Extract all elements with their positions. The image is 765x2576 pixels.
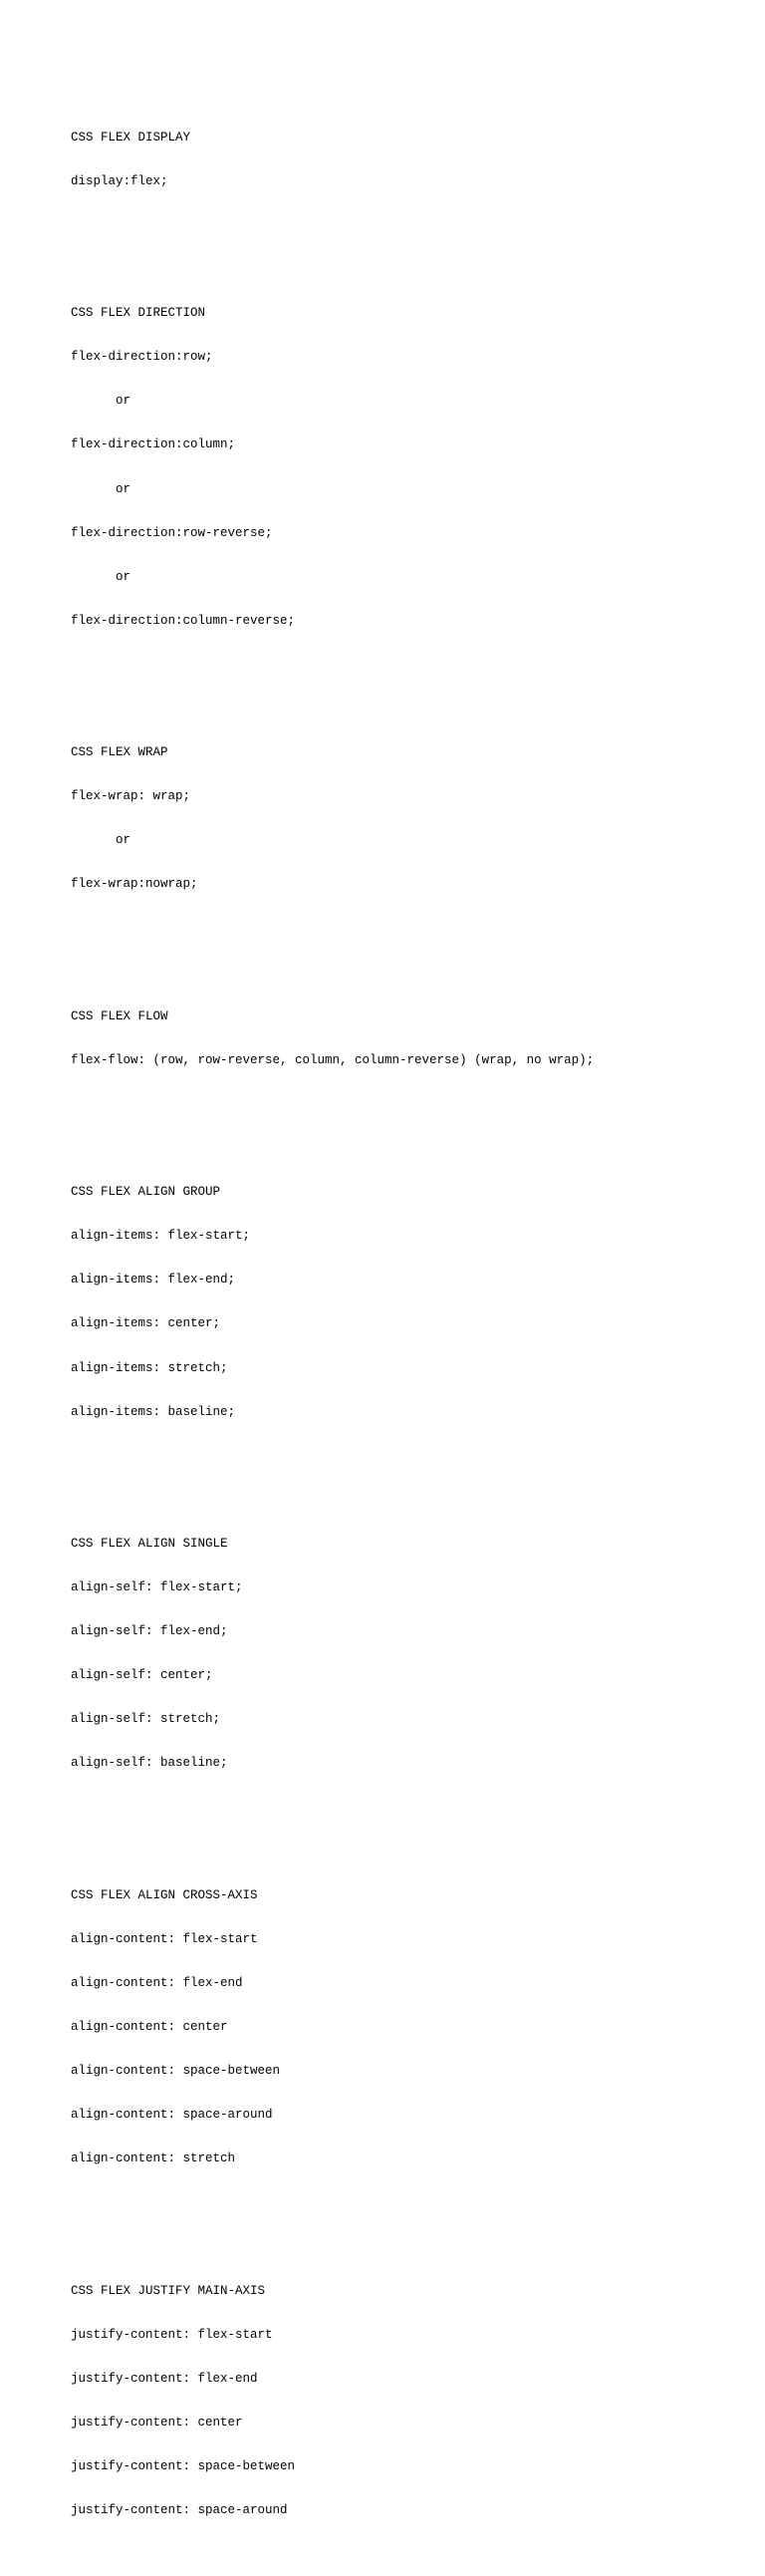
code-line: justify-content: flex-end (71, 2371, 258, 2386)
section-title: CSS FLEX DISPLAY (71, 130, 191, 144)
code-line: align-content: center (71, 2019, 228, 2034)
or-separator: or (116, 481, 131, 496)
code-line: align-content: stretch (71, 2151, 236, 2166)
code-line: flex-direction:row; (71, 350, 213, 365)
code-line: justify-content: center (71, 2415, 243, 2430)
code-line: align-content: flex-start (71, 1931, 258, 1946)
code-line: align-items: flex-end; (71, 1273, 236, 1288)
section-title: CSS FLEX WRAP (71, 745, 168, 760)
section-flex-wrap (71, 716, 594, 922)
or-separator: or (116, 569, 131, 584)
section-flex-align-group (71, 1156, 594, 1449)
section-flex-align-cross-axis (71, 1859, 594, 2195)
code-line: align-content: space-around (71, 2108, 273, 2123)
code-line: flex-wrap:nowrap; (71, 877, 198, 892)
code-line: flex-direction:column; (71, 437, 236, 452)
section-flex-align-single (71, 1507, 594, 1800)
code-line: align-content: space-between (71, 2064, 281, 2079)
section-flex-flow (71, 980, 594, 1097)
code-line: justify-content: space-between (71, 2458, 296, 2473)
document-page (71, 72, 594, 2576)
code-line: justify-content: space-around (71, 2502, 288, 2517)
section-flex-display (71, 101, 594, 218)
code-line: align-content: flex-end (71, 1975, 243, 1990)
section-title: CSS FLEX JUSTIFY MAIN-AXIS (71, 2283, 266, 2298)
code-line: align-items: baseline; (71, 1404, 236, 1419)
section-title: CSS FLEX ALIGN SINGLE (71, 1536, 228, 1551)
code-line: align-items: flex-start; (71, 1229, 251, 1244)
section-title: CSS FLEX ALIGN GROUP (71, 1185, 221, 1200)
code-line: align-self: flex-start; (71, 1579, 243, 1594)
code-line: align-self: center; (71, 1668, 213, 1683)
code-line: align-items: stretch; (71, 1360, 228, 1375)
code-line: display:flex; (71, 173, 168, 188)
code-line: justify-content: flex-start (71, 2327, 273, 2342)
section-title: CSS FLEX FLOW (71, 1008, 168, 1023)
code-line: flex-direction:column-reverse; (71, 613, 296, 628)
code-line: flex-direction:row-reverse; (71, 525, 273, 540)
or-separator: or (116, 394, 131, 409)
code-line: flex-wrap: wrap; (71, 789, 191, 804)
code-line: align-self: flex-end; (71, 1624, 228, 1639)
section-flex-direction (71, 277, 594, 658)
code-line: align-items: center; (71, 1316, 221, 1331)
code-line: align-self: baseline; (71, 1756, 228, 1771)
or-separator: or (116, 833, 131, 848)
section-flex-justify-main-axis (71, 2254, 594, 2547)
code-line: flex-flow: (row, row-reverse, column, column-reverse) (wrap, no wrap); (71, 1052, 595, 1067)
code-line: align-self: stretch; (71, 1712, 221, 1727)
section-title: CSS FLEX ALIGN CROSS-AXIS (71, 1887, 258, 1902)
section-title: CSS FLEX DIRECTION (71, 306, 206, 321)
